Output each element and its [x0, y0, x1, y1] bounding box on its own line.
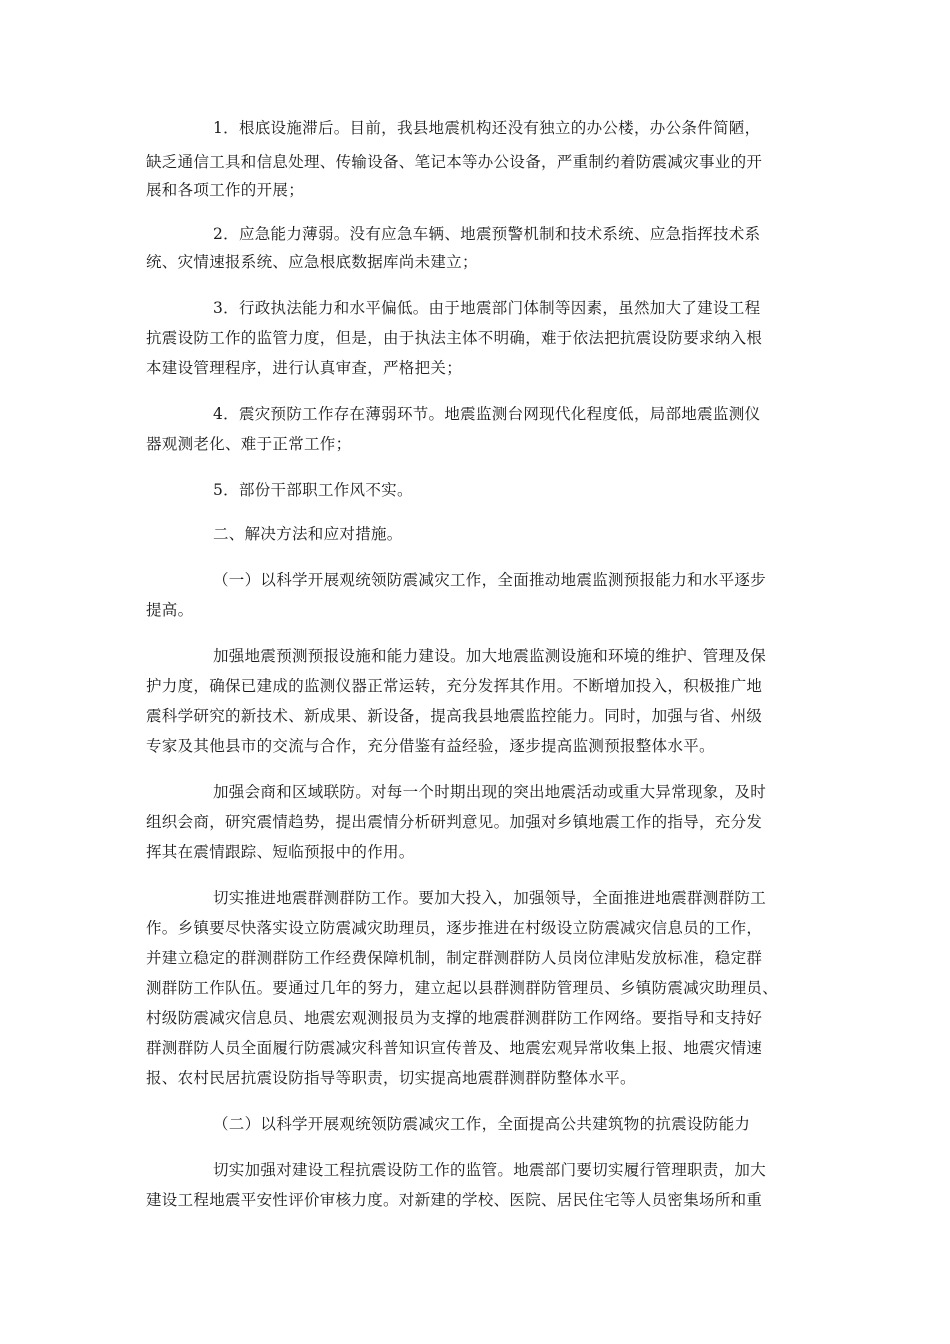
text-line: 加强地震预测预报设施和能力建设。加大地震监测设施和环境的维护、管理及保 — [213, 647, 767, 665]
section-heading: 二、解决方法和应对措施。 — [213, 525, 403, 543]
text-line: 村级防震减灾信息员、地震宏观测报员为支撑的地震群测群防工作网络。要指导和支持好 — [146, 1009, 763, 1027]
text-line: 1．根底设施滞后。目前，我县地震机构还没有独立的办公楼，办公条件简陋， — [213, 119, 761, 137]
text-line: 提高。 — [146, 601, 194, 619]
text-line: 展和各项工作的开展； — [146, 181, 305, 199]
subsection-heading: （二）以科学开展观统领防震减灾工作，全面提高公共建筑物的抗震设防能力 — [213, 1115, 751, 1133]
text-line: 切实推进地震群测群防工作。要加大投入，加强领导，全面推进地震群测群防工 — [213, 889, 767, 907]
text-line: 报、农村民居抗震设防指导等职责，切实提高地震群测群防整体水平。 — [146, 1069, 636, 1087]
text-line: 抗震设防工作的监管力度，但是，由于执法主体不明确，难于依法把抗震设防要求纳入根 — [146, 329, 763, 347]
text-line: 测群防工作队伍。要通过几年的努力，建立起以县群测群防管理员、乡镇防震减灾助理员、 — [146, 979, 779, 997]
text-line: 震科学研究的新技术、新成果、新设备，提高我县地震监控能力。同时，加强与省、州级 — [146, 707, 763, 725]
text-line: 组织会商，研究震情趋势，提出震情分析研判意见。加强对乡镇地震工作的指导，充分发 — [146, 813, 763, 831]
subsection-heading: （一）以科学开展观统领防震减灾工作，全面推动地震监测预报能力和水平逐步 — [213, 571, 767, 589]
text-line: 作。乡镇要尽快落实设立防震减灾助理员，逐步推进在村级设立防震减灾信息员的工作， — [146, 919, 763, 937]
text-line: 缺乏通信工具和信息处理、传输设备、笔记本等办公设备，严重制约着防震减灾事业的开 — [146, 153, 763, 171]
text-line: 建设工程地震平安性评价审核力度。对新建的学校、医院、居民住宅等人员密集场所和重 — [146, 1191, 763, 1209]
text-line: 并建立稳定的群测群防工作经费保障机制，制定群测群防人员岗位津贴发放标准，稳定群 — [146, 949, 763, 967]
text-line: 统、灾情速报系统、应急根底数据库尚未建立； — [146, 253, 478, 271]
text-line: 护力度，确保已建成的监测仪器正常运转，充分发挥其作用。不断增加投入，积极推广地 — [146, 677, 763, 695]
text-line: 3．行政执法能力和水平偏低。由于地震部门体制等因素，虽然加大了建设工程 — [213, 299, 761, 317]
text-line: 切实加强对建设工程抗震设防工作的监管。地震部门要切实履行管理职责，加大 — [213, 1161, 767, 1179]
text-line: 加强会商和区域联防。对每一个时期出现的突出地震活动或重大异常现象，及时 — [213, 783, 767, 801]
text-line: 群测群防人员全面履行防震减灾科普知识宣传普及、地震宏观异常收集上报、地震灾情速 — [146, 1039, 763, 1057]
text-line: 5．部份干部职工作风不实。 — [213, 481, 413, 499]
text-line: 本建设管理程序，进行认真审查，严格把关； — [146, 359, 463, 377]
text-line: 挥其在震情跟踪、短临预报中的作用。 — [146, 843, 415, 861]
text-line: 专家及其他县市的交流与合作，充分借鉴有益经验，逐步提高监测预报整体水平。 — [146, 737, 715, 755]
text-line: 器观测老化、难于正常工作； — [146, 435, 352, 453]
text-line: 4．震灾预防工作存在薄弱环节。地震监测台网现代化程度低，局部地震监测仪 — [213, 405, 761, 423]
text-line: 2．应急能力薄弱。没有应急车辆、地震预警机制和技术系统、应急指挥技术系 — [213, 225, 761, 243]
